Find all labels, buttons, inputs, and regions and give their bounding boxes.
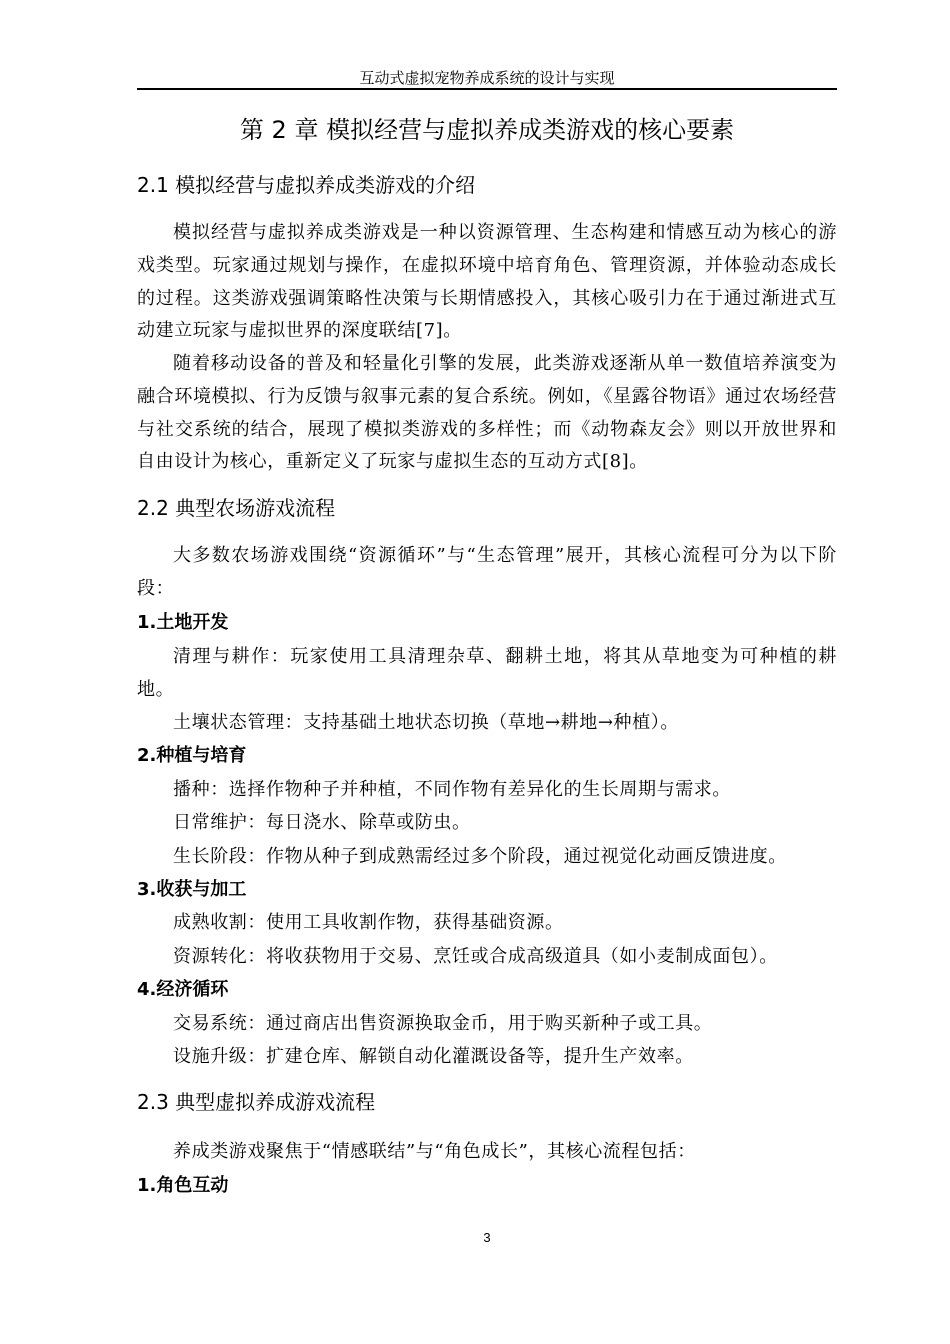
list-item: 播种：选择作物种子并种植，不同作物有差异化的生长周期与需求。 (173, 779, 731, 800)
paragraph: 养成类游戏聚焦于“情感联结”与“角色成长”，其核心流程包括： (173, 1141, 696, 1162)
list-item: 交易系统：通过商店出售资源换取金币，用于购买新种子或工具。 (173, 1013, 713, 1034)
paragraph: 大多数农场游戏围绕“资源循环”与“生态管理”展开，其核心流程可分为以下阶段： (137, 545, 837, 599)
section-heading-2-3: 2.3 典型虚拟养成游戏流程 (137, 1090, 376, 1114)
running-header: 互动式虚拟宠物养成系统的设计与实现 (359, 69, 615, 87)
list-item: 成熟收割：使用工具收割作物，获得基础资源。 (173, 912, 564, 933)
header-rule (137, 88, 837, 90)
subheading: 4.经济循环 (137, 979, 229, 1000)
subheading: 3.收获与加工 (137, 879, 247, 900)
list-item: 生长阶段：作物从种子到成熟需经过多个阶段，通过视觉化动画反馈进度。 (173, 846, 787, 867)
paragraph: 模拟经营与虚拟养成类游戏是一种以资源管理、生态构建和情感互动为核心的游戏类型。玩家通过规划与操作，在虚拟环境中培育角色、管理资源，并体验动态成长的过程。这类游戏强调策略性决策与长期情感投入，其核心吸引力在于通过渐进式互动建立玩家与虚拟世界的深度联结[7]。 (137, 222, 837, 342)
chapter-title: 第 2 章 模拟经营与虚拟养成类游戏的核心要素 (239, 116, 735, 144)
list-item: 资源转化：将收获物用于交易、烹饪或合成高级道具（如小麦制成面包）。 (173, 946, 778, 967)
subheading: 2.种植与培育 (137, 745, 247, 766)
list-item: 日常维护：每日浇水、除草或防虫。 (173, 812, 471, 833)
list-item: 清理与耕作：玩家使用工具清理杂草、翻耕土地，将其从草地变为可种植的耕地。 (137, 646, 837, 700)
section-heading-2-2: 2.2 典型农场游戏流程 (137, 496, 336, 520)
page-number: 3 (483, 1230, 491, 1245)
list-item: 设施升级：扩建仓库、解锁自动化灌溉设备等，提升生产效率。 (173, 1046, 694, 1067)
list-item: 土壤状态管理：支持基础土地状态切换（草地→耕地→种植）。 (173, 712, 679, 733)
paragraph: 随着移动设备的普及和轻量化引擎的发展，此类游戏逐渐从单一数值培养演变为融合环境模拟、行为反馈与叙事元素的复合系统。例如，《星露谷物语》通过农场经营与社交系统的结合，展现了模拟类游戏的多样性；而《动物森友会》则以开放世界和自由设计为核心，重新定义了玩家与虚拟生态的互动方式[8]。 (137, 353, 837, 473)
subheading: 1.角色互动 (137, 1175, 229, 1196)
subheading: 1.土地开发 (137, 612, 229, 633)
section-heading-2-1: 2.1 模拟经营与虚拟养成类游戏的介绍 (137, 173, 476, 197)
